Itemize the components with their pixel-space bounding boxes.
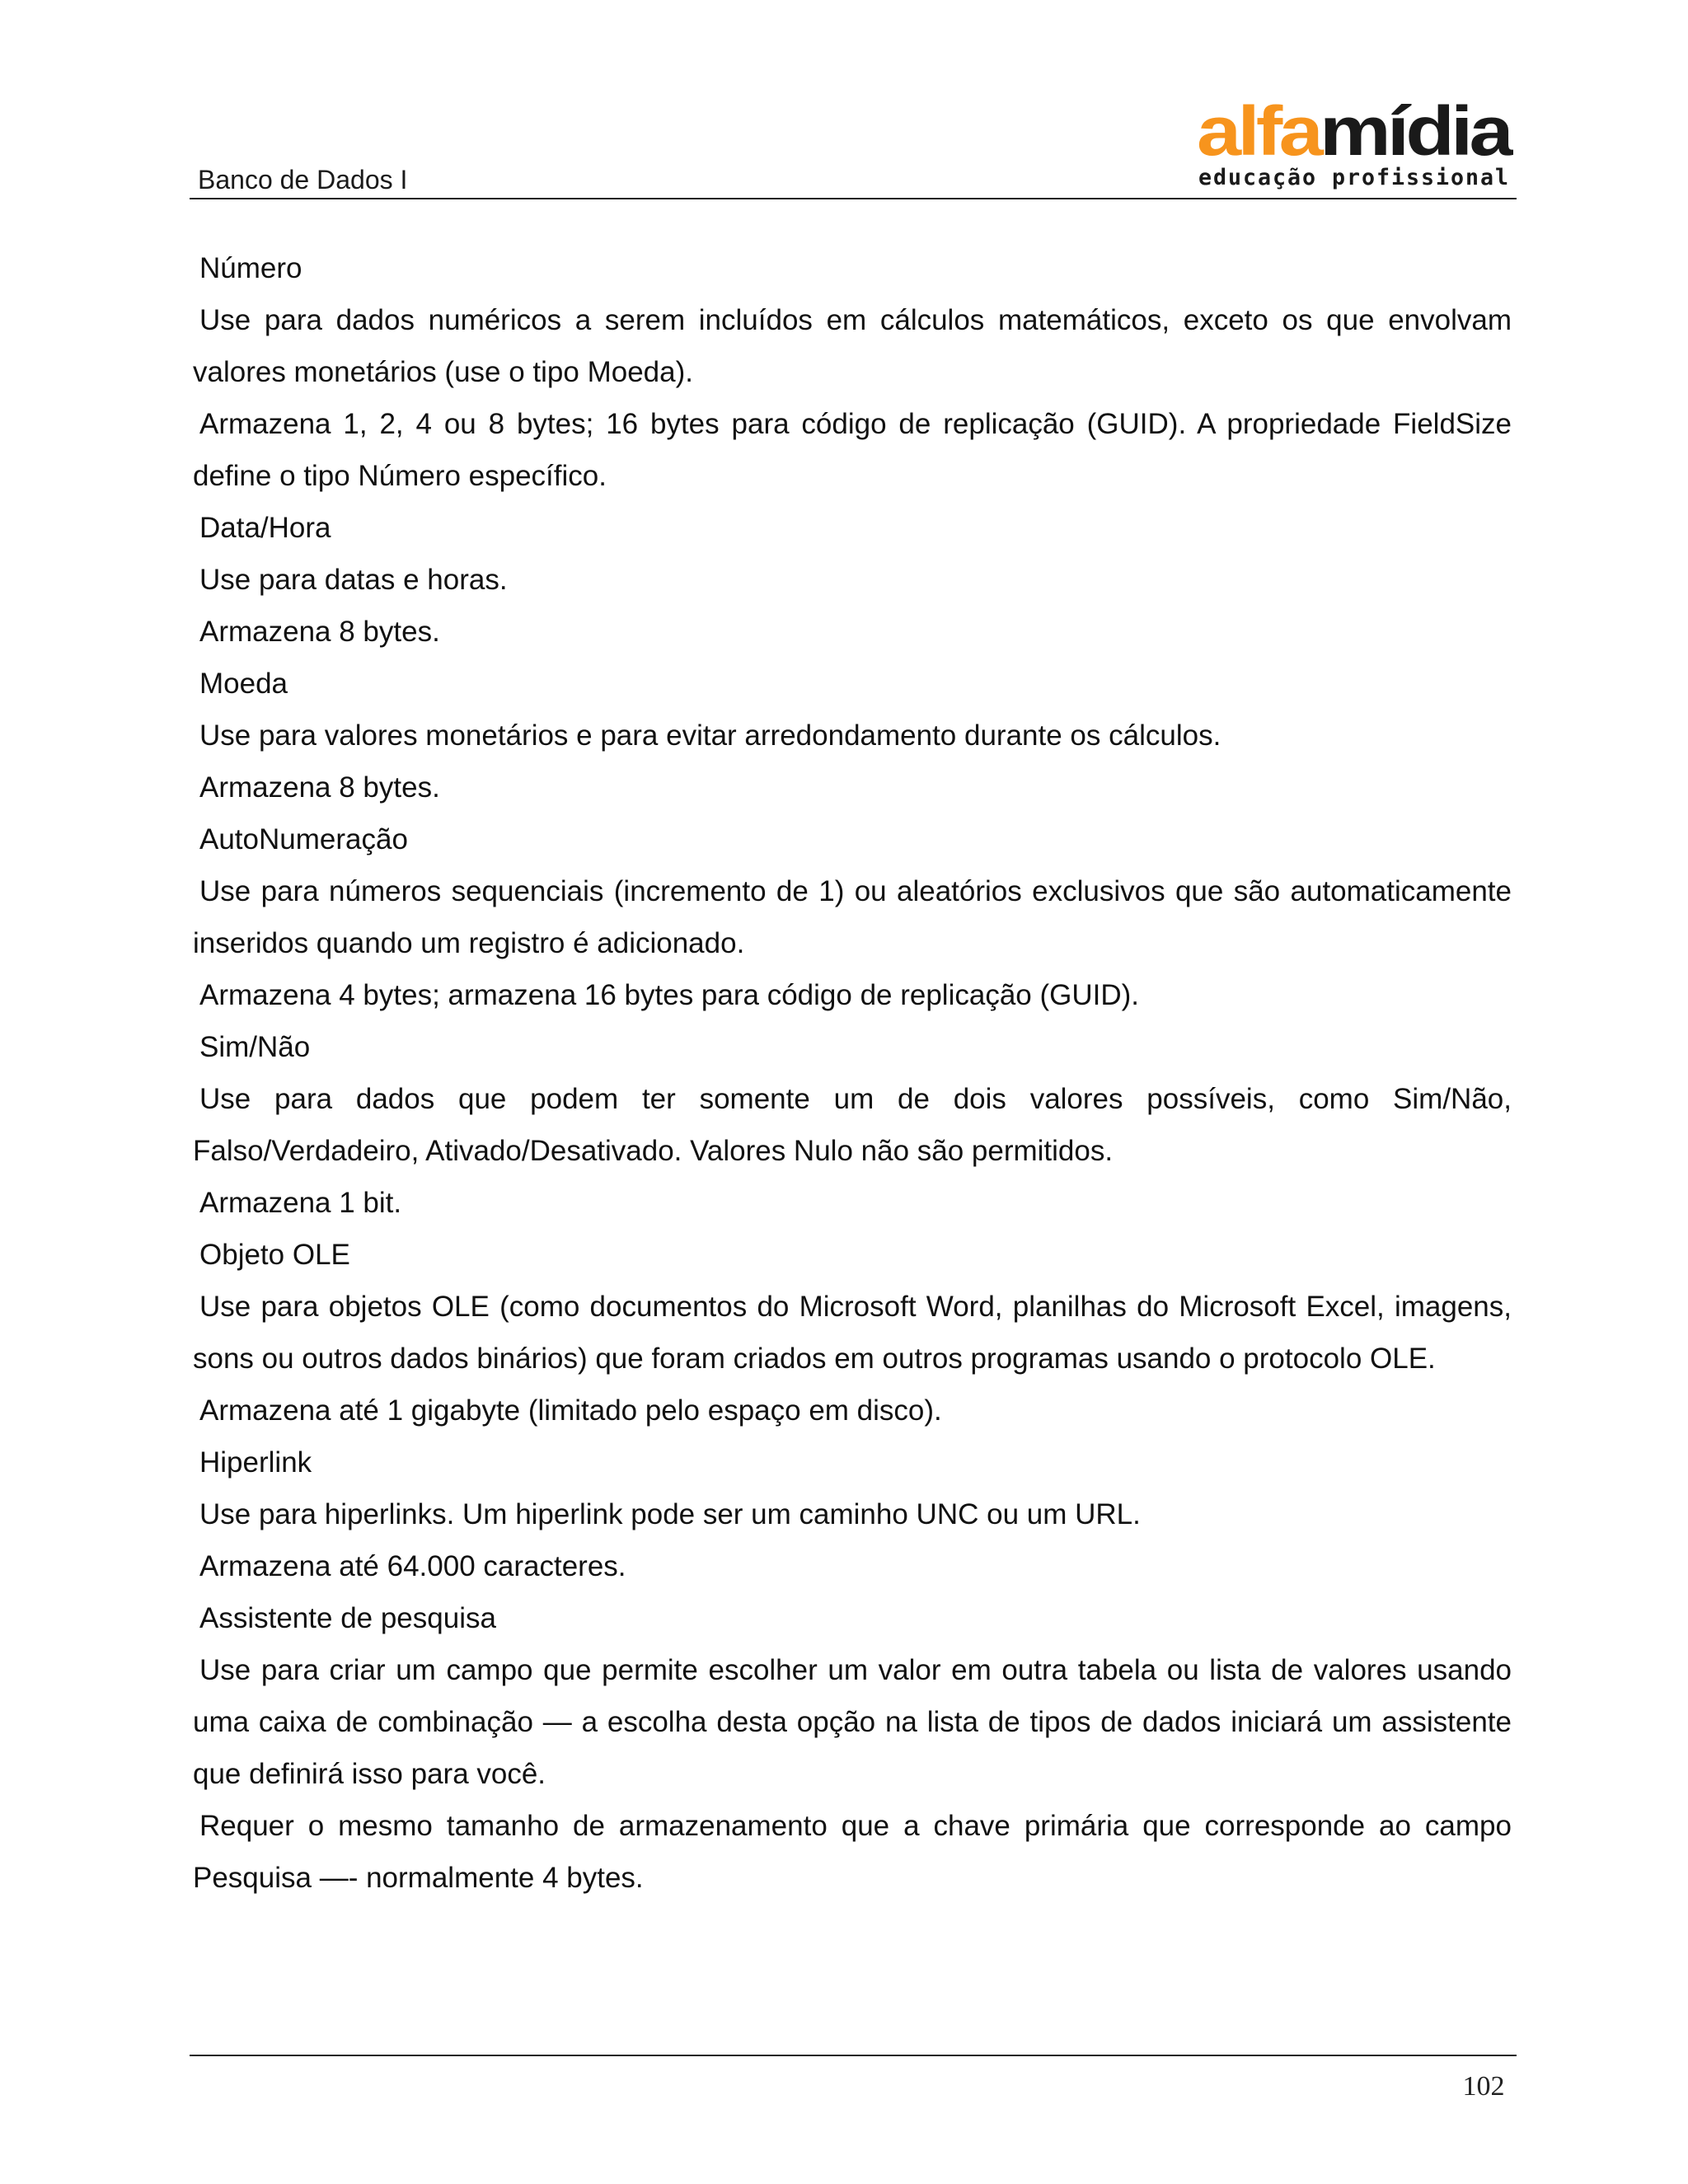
paragraph-assistente-use: Use para criar um campo que permite escolher um valor em outra tabela ou lista de valores usando uma caixa de combinação — a escolha desta opção na lista de tipos de dados iniciará um assistente que definirá isso para você. [193, 1654, 1512, 1790]
paragraph-numero-use: Use para dados numéricos a serem incluídos em cálculos matemáticos, exceto os que envolvam valores monetários (use o tipo Moeda). [193, 304, 1512, 388]
logo-brand-part1: alfa [1197, 92, 1303, 170]
document-header-title: Banco de Dados I [198, 165, 408, 194]
paragraph-assistente-storage: Requer o mesmo tamanho de armazenamento que a chave primária que corresponde ao campo Pesquisa —- normalmente 4 bytes. [193, 1810, 1512, 1894]
paragraph-autonumeracao-storage: Armazena 4 bytes; armazena 16 bytes para código de replicação (GUID). [199, 979, 1140, 1011]
header-divider [190, 198, 1517, 199]
paragraph-assistente-heading: Assistente de pesquisa [199, 1602, 496, 1634]
paragraph-moeda-storage: Armazena 8 bytes. [199, 771, 440, 804]
svg-text:alfamídia [1197, 92, 1513, 170]
paragraph-simnao-heading: Sim/Não [199, 1031, 311, 1063]
paragraph-numero-storage: Armazena 1, 2, 4 ou 8 bytes; 16 bytes para código de replicação (GUID). A propriedade FieldSize define o tipo Número específico. [193, 408, 1512, 492]
footer-divider [190, 2055, 1517, 2056]
paragraph-datahora-storage: Armazena 8 bytes. [199, 616, 440, 648]
paragraph-autonumeracao-heading: AutoNumeração [199, 823, 408, 855]
paragraph-hiperlink-use: Use para hiperlinks. Um hiperlink pode ser um caminho UNC ou um URL. [199, 1498, 1141, 1530]
paragraph-hiperlink-heading: Hiperlink [199, 1446, 312, 1479]
logo-tagline: educação profissional [1198, 165, 1510, 190]
paragraph-simnao-use: Use para dados que podem ter somente um de dois valores possíveis, como Sim/Não, Falso/Verdadeiro, Ativado/Desativado. Valores Nulo não são permitidos. [193, 1083, 1512, 1167]
logo-brand-part2: mídia [1320, 92, 1484, 170]
document-body [193, 242, 1512, 1904]
paragraph-numero-heading: Número [199, 252, 302, 284]
paragraph-simnao-storage: Armazena 1 bit. [199, 1187, 402, 1219]
page-number: 102 [1462, 2071, 1505, 2102]
alfamidia-logo [1195, 92, 1513, 191]
paragraph-ole-heading: Objeto OLE [199, 1239, 350, 1271]
paragraph-autonumeracao-use: Use para números sequenciais (incremento de 1) ou aleatórios exclusivos que são automaticamente inseridos quando um registro é adicionado. [193, 875, 1512, 959]
paragraph-ole-use: Use para objetos OLE (como documentos do Microsoft Word, planilhas do Microsoft Excel, imagens, sons ou outros dados binários) que foram criados em outros programas usando o protocolo OLE. [193, 1291, 1512, 1375]
paragraph-datahora-heading: Data/Hora [199, 512, 331, 544]
paragraph-moeda-heading: Moeda [199, 668, 288, 700]
paragraph-datahora-use: Use para datas e horas. [199, 564, 508, 596]
paragraph-ole-storage: Armazena até 1 gigabyte (limitado pelo espaço em disco). [199, 1394, 942, 1427]
paragraph-moeda-use: Use para valores monetários e para evitar arredondamento durante os cálculos. [199, 719, 1221, 752]
paragraph-hiperlink-storage: Armazena até 64.000 caracteres. [199, 1550, 626, 1582]
